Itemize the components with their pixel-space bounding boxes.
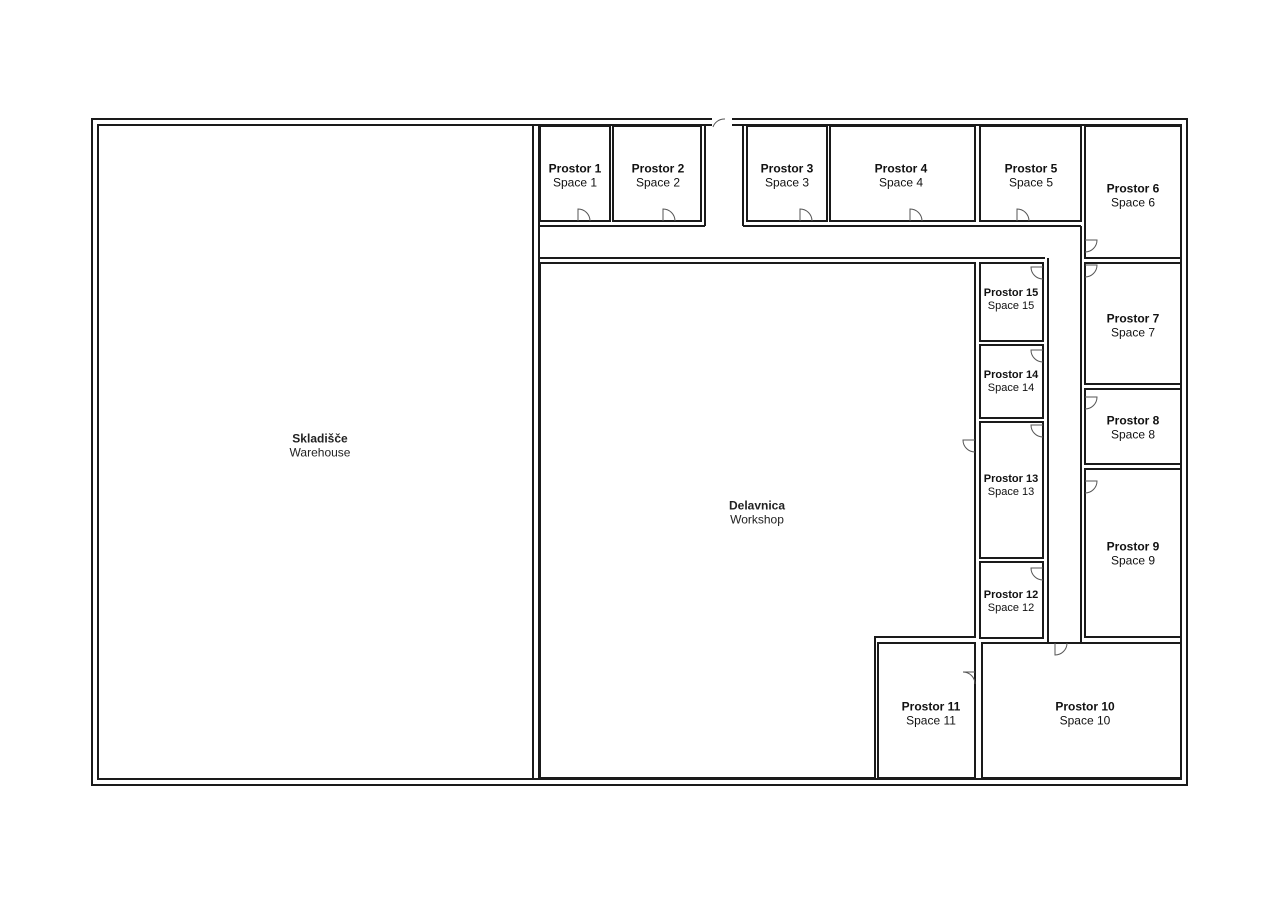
room-name: Prostor 4 <box>874 161 928 176</box>
room-subname: Space 6 <box>1110 196 1156 210</box>
room-label-space-8 <box>1107 414 1160 443</box>
room-name: Prostor 14 <box>983 368 1039 381</box>
inner-wall <box>98 125 1181 779</box>
door-space-7 <box>1085 265 1097 277</box>
room-name: Prostor 3 <box>760 161 814 176</box>
room-subname: Space 9 <box>1110 554 1156 568</box>
room-name: Prostor 12 <box>983 588 1039 601</box>
room-label-space-13 <box>984 473 1038 499</box>
outer-wall <box>92 119 1187 785</box>
room-label-space-9 <box>1107 540 1160 569</box>
room-name: Skladišče <box>292 431 348 446</box>
door-space-11 <box>963 672 975 684</box>
walls <box>92 119 1187 785</box>
room-subname: Space 15 <box>987 300 1035 312</box>
room-subname: Space 12 <box>987 602 1035 614</box>
room-name: Prostor 7 <box>1106 311 1160 326</box>
door-space-3 <box>800 209 812 221</box>
door-space-4 <box>910 209 922 221</box>
room-label-space-5 <box>1005 162 1058 191</box>
room-label-workshop <box>729 499 785 528</box>
room-label-space-1 <box>549 162 602 191</box>
room-label-space-10 <box>1055 700 1114 729</box>
room-label-space-7 <box>1107 312 1160 341</box>
room-name: Prostor 11 <box>901 699 961 714</box>
room-label-space-11 <box>902 700 961 729</box>
room-subname: Space 14 <box>987 382 1035 394</box>
room-subname: Space 3 <box>764 176 810 190</box>
room-name: Delavnica <box>728 498 786 513</box>
room-name: Prostor 13 <box>983 472 1039 485</box>
room-subname: Warehouse <box>289 446 351 460</box>
room-subname: Workshop <box>730 513 784 527</box>
door-space-8 <box>1085 397 1097 409</box>
room-subname: Space 10 <box>1059 714 1111 728</box>
room-name: Prostor 1 <box>548 161 602 176</box>
door-space-9 <box>1085 481 1097 493</box>
room-subname: Space 4 <box>878 176 924 190</box>
door-space-1 <box>578 209 590 221</box>
room-label-space-3 <box>761 162 814 191</box>
room-subname: Space 1 <box>552 176 598 190</box>
room-name: Prostor 2 <box>631 161 685 176</box>
room-subname: Space 13 <box>987 486 1035 498</box>
room-label-space-2 <box>632 162 685 191</box>
door-workshop <box>963 440 975 452</box>
room-subname: Space 2 <box>635 176 681 190</box>
room-label-space-12 <box>984 589 1038 615</box>
room-name: Prostor 8 <box>1106 413 1160 428</box>
room-label-space-14 <box>984 369 1038 395</box>
door-space-12 <box>1031 568 1043 580</box>
room-name: Prostor 9 <box>1106 539 1160 554</box>
room-subname: Space 8 <box>1110 428 1156 442</box>
room-name: Prostor 10 <box>1055 699 1115 714</box>
door-space-6 <box>1085 240 1097 252</box>
door-space-15 <box>1031 267 1043 279</box>
room-label-space-4 <box>875 162 928 191</box>
door-space-14 <box>1031 350 1043 362</box>
room-label-space-15 <box>984 287 1038 313</box>
room-label-space-6 <box>1107 182 1160 211</box>
room-name: Prostor 15 <box>983 286 1039 299</box>
door-space-10 <box>1055 643 1067 655</box>
room-label-warehouse <box>290 432 351 461</box>
room-name: Prostor 6 <box>1106 181 1160 196</box>
room-subname: Space 5 <box>1008 176 1054 190</box>
door-space-13 <box>1031 425 1043 437</box>
door-space-2 <box>663 209 675 221</box>
room-name: Prostor 5 <box>1004 161 1058 176</box>
door-space-5 <box>1017 209 1029 221</box>
room-subname: Space 7 <box>1110 326 1156 340</box>
room-subname: Space 11 <box>906 714 956 728</box>
entry-door <box>712 117 732 127</box>
